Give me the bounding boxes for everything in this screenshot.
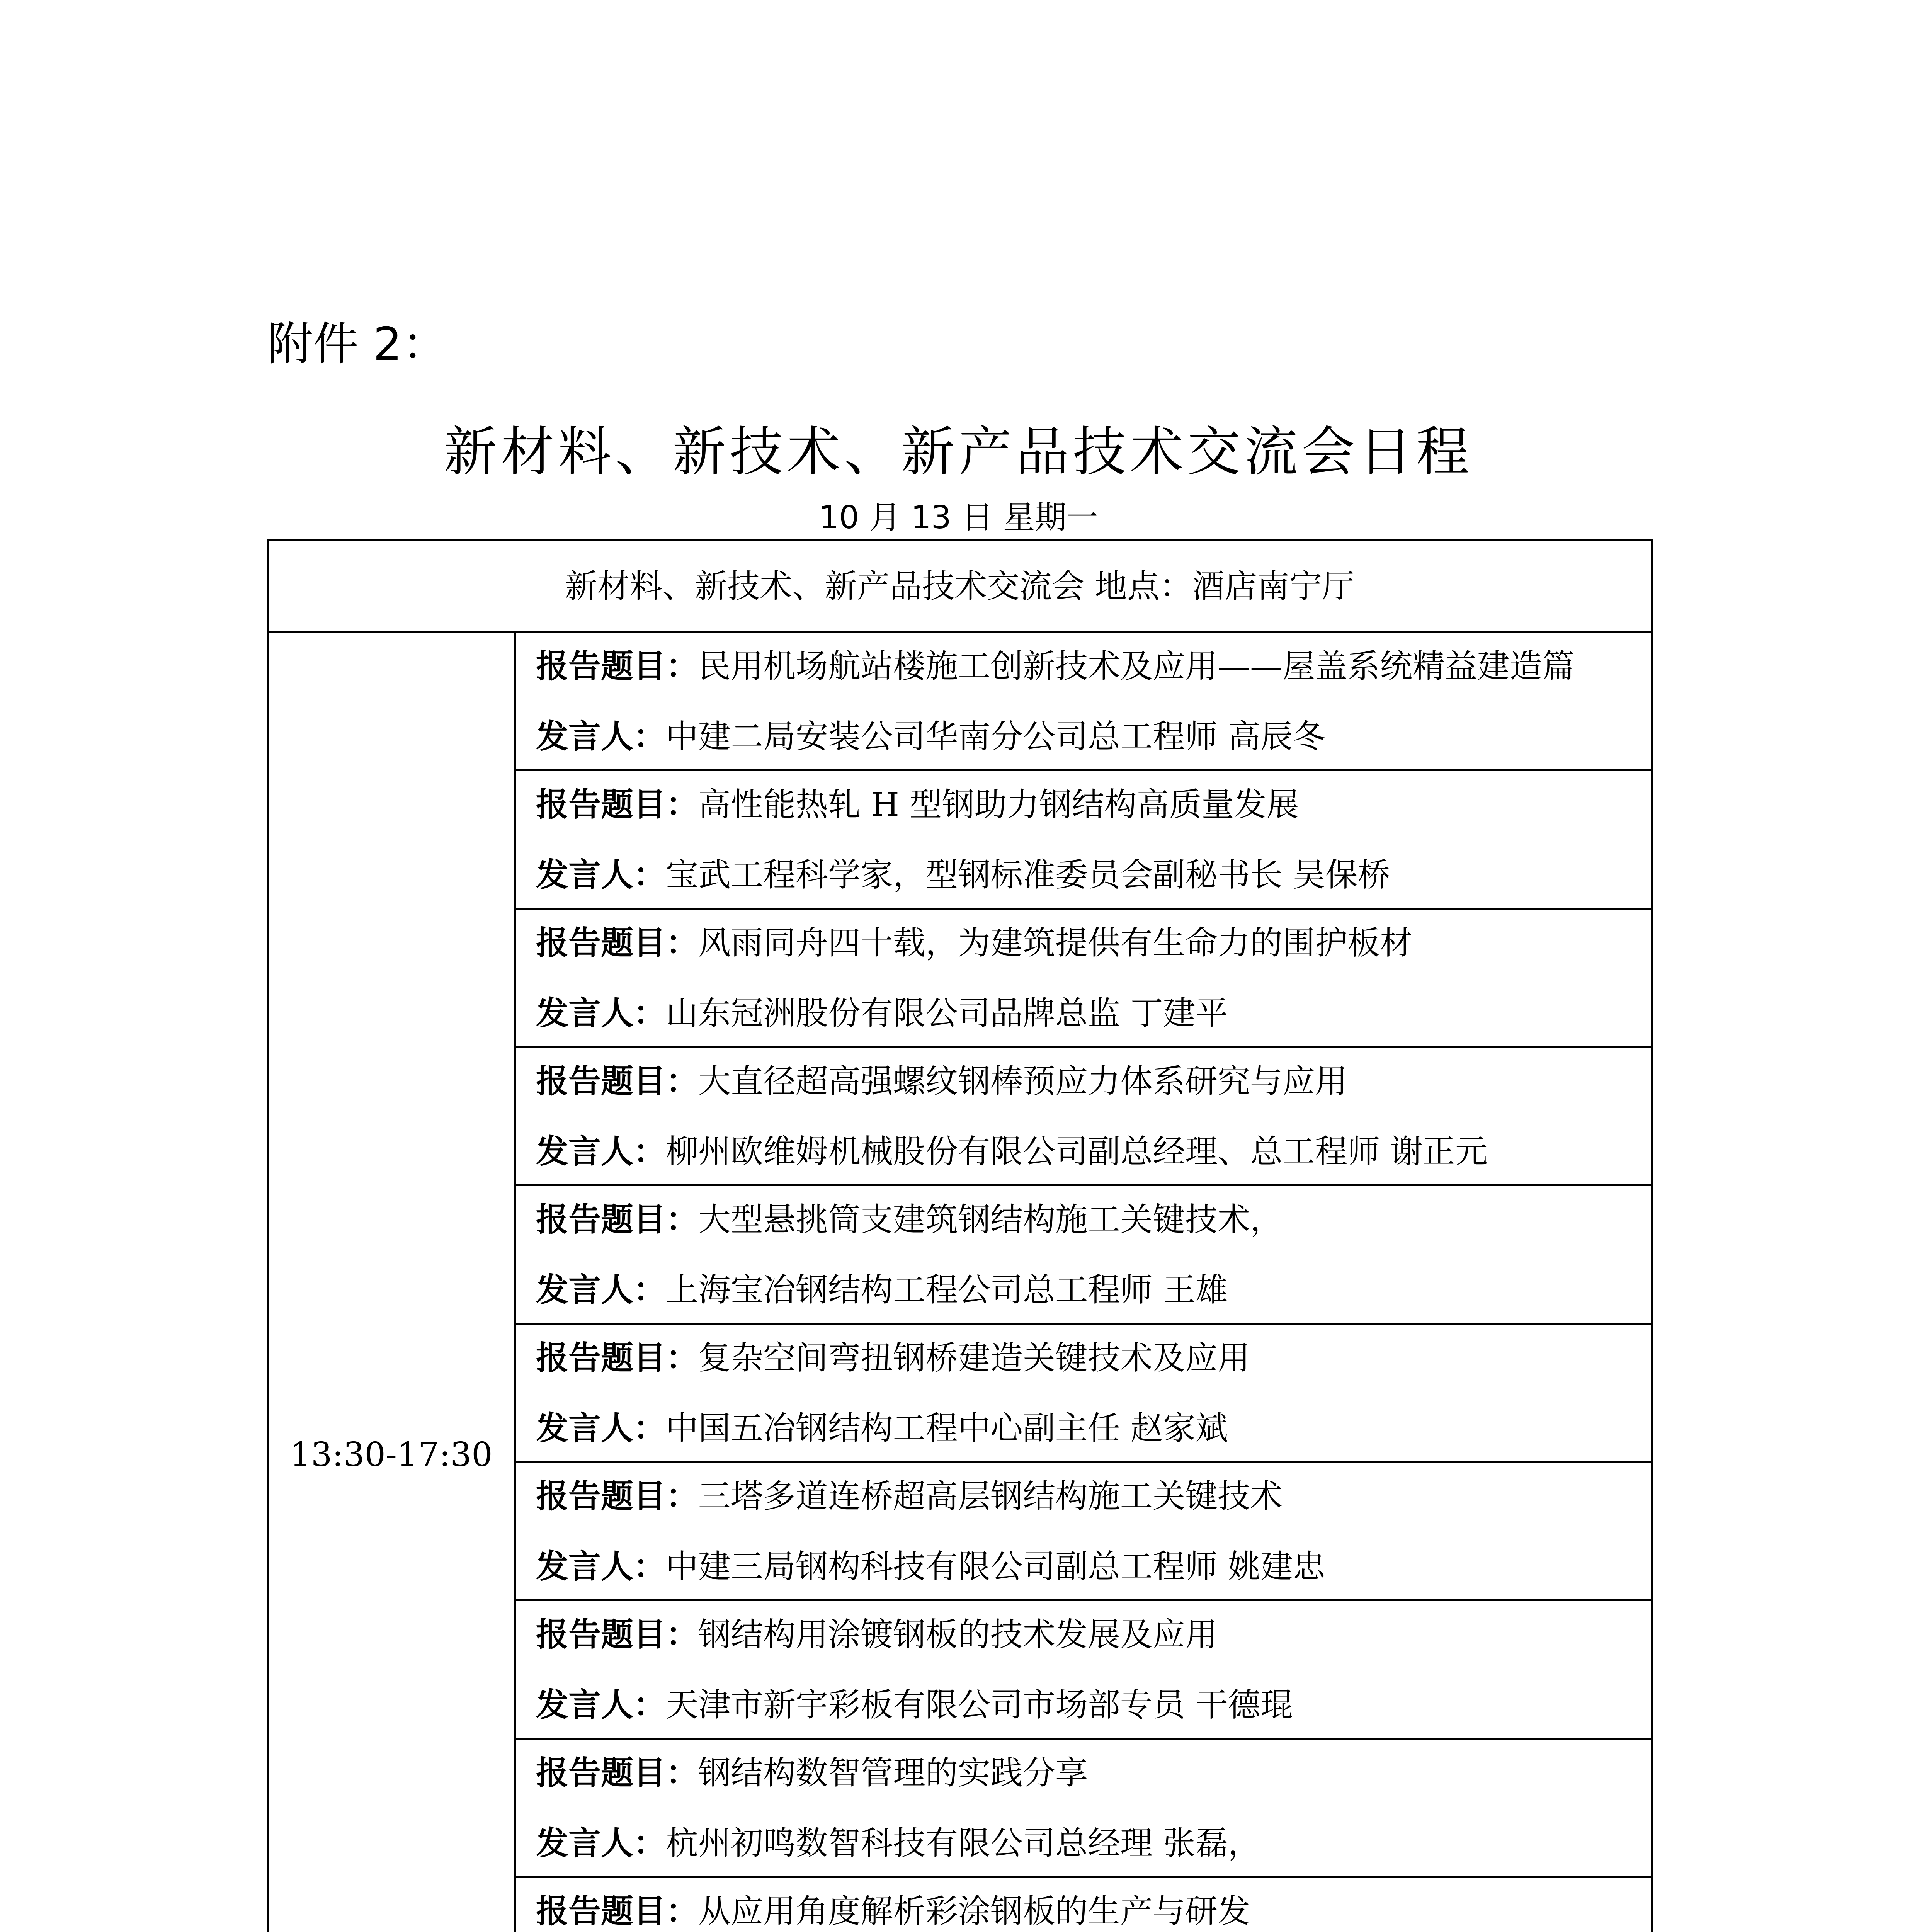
topic-line: [536, 1753, 1651, 1792]
topic-text: 复杂空间弯扭钢桥建造关键技术及应用: [698, 1338, 1250, 1377]
venue-row: [268, 541, 1652, 632]
topic-text: 风雨同舟四十载，为建筑提供有生命力的围护板材: [698, 923, 1413, 962]
speaker-line: [536, 1824, 1651, 1862]
talk-cell: [515, 1462, 1652, 1600]
speaker-text: 上海宝冶钢结构工程公司总工程师 王雄: [666, 1270, 1228, 1309]
topic-text: 大型悬挑筒支建筑钢结构施工关键技术，: [698, 1200, 1283, 1238]
topic-text: 大直径超高强螺纹钢棒预应力体系研究与应用: [698, 1062, 1348, 1100]
speaker-label: 发言人：: [536, 1132, 666, 1170]
speaker-text: 柳州欧维姆机械股份有限公司副总经理、总工程师 谢正元: [666, 1132, 1488, 1170]
topic-label: 报告题目：: [536, 1477, 699, 1515]
speaker-label: 发言人：: [536, 1547, 666, 1585]
speaker-line: [536, 1685, 1651, 1724]
page-title: 新材料、新技术、新产品技术交流会日程: [444, 421, 1473, 483]
topic-text: 三塔多道连桥超高层钢结构施工关键技术: [698, 1477, 1283, 1515]
topic-label: 报告题目：: [536, 785, 699, 823]
speaker-label: 发言人：: [536, 855, 666, 894]
speaker-line: [536, 1132, 1651, 1171]
topic-label: 报告题目：: [536, 1892, 699, 1930]
speaker-line: [536, 717, 1651, 756]
speaker-line: [536, 855, 1651, 894]
topic-text: 民用机场航站楼施工创新技术及应用——屋盖系统精益建造篇: [698, 647, 1575, 685]
topic-text: 从应用角度解析彩涂钢板的生产与研发: [698, 1892, 1250, 1930]
speaker-label: 发言人：: [536, 717, 666, 755]
topic-line: [536, 1062, 1651, 1100]
schedule-date: 10 月 13 日 星期一: [819, 499, 1098, 536]
speaker-text: 中建二局安装公司华南分公司总工程师 高辰冬: [666, 717, 1325, 755]
talk-row: [268, 632, 1652, 770]
topic-label: 报告题目：: [536, 923, 699, 962]
speaker-line: [536, 994, 1651, 1032]
speaker-line: [536, 1547, 1651, 1586]
topic-line: [536, 923, 1651, 962]
speaker-text: 杭州初鸣数智科技有限公司总经理 张磊，: [666, 1824, 1260, 1862]
topic-label: 报告题目：: [536, 1200, 699, 1238]
talk-cell: [515, 1324, 1652, 1462]
talk-cell: [515, 1877, 1652, 1932]
venue-header: 新材料、新技术、新产品技术交流会 地点：酒店南宁厅: [268, 541, 1652, 632]
speaker-text: 中国五冶钢结构工程中心副主任 赵家斌: [666, 1409, 1228, 1447]
topic-line: [536, 1200, 1651, 1239]
speaker-label: 发言人：: [536, 994, 666, 1032]
topic-line: [536, 1892, 1651, 1930]
topic-line: [536, 1477, 1651, 1515]
talk-cell: [515, 909, 1652, 1047]
topic-line: [536, 785, 1651, 824]
talk-cell: [515, 632, 1652, 770]
speaker-label: 发言人：: [536, 1409, 666, 1447]
topic-text: 高性能热轧 H 型钢助力钢结构高质量发展: [698, 785, 1299, 823]
speaker-text: 中建三局钢构科技有限公司副总工程师 姚建忠: [666, 1547, 1325, 1585]
speaker-label: 发言人：: [536, 1824, 666, 1862]
topic-label: 报告题目：: [536, 1753, 699, 1792]
speaker-label: 发言人：: [536, 1685, 666, 1724]
talk-cell: [515, 1185, 1652, 1324]
talk-cell: [515, 770, 1652, 909]
talk-cell: [515, 1739, 1652, 1877]
topic-label: 报告题目：: [536, 1338, 699, 1377]
topic-text: 钢结构数智管理的实践分享: [698, 1753, 1088, 1792]
topic-line: [536, 1615, 1651, 1654]
topic-label: 报告题目：: [536, 647, 699, 685]
topic-label: 报告题目：: [536, 1615, 699, 1653]
speaker-label: 发言人：: [536, 1270, 666, 1309]
talk-cell: [515, 1600, 1652, 1739]
talk-cell: [515, 1047, 1652, 1185]
attachment-label: 附件 2：: [267, 317, 448, 371]
speaker-line: [536, 1409, 1651, 1447]
topic-line: [536, 647, 1651, 685]
time-slot: 13:30-17:30: [268, 632, 515, 1932]
speaker-text: 宝武工程科学家，型钢标准委员会副秘书长 吴保桥: [666, 855, 1390, 894]
topic-label: 报告题目：: [536, 1062, 699, 1100]
speaker-text: 天津市新宇彩板有限公司市场部专员 干德琨: [666, 1685, 1293, 1724]
speaker-line: [536, 1270, 1651, 1309]
schedule-table: [267, 539, 1653, 1932]
speaker-text: 山东冠洲股份有限公司品牌总监 丁建平: [666, 994, 1228, 1032]
topic-line: [536, 1338, 1651, 1377]
topic-text: 钢结构用涂镀钢板的技术发展及应用: [698, 1615, 1218, 1653]
